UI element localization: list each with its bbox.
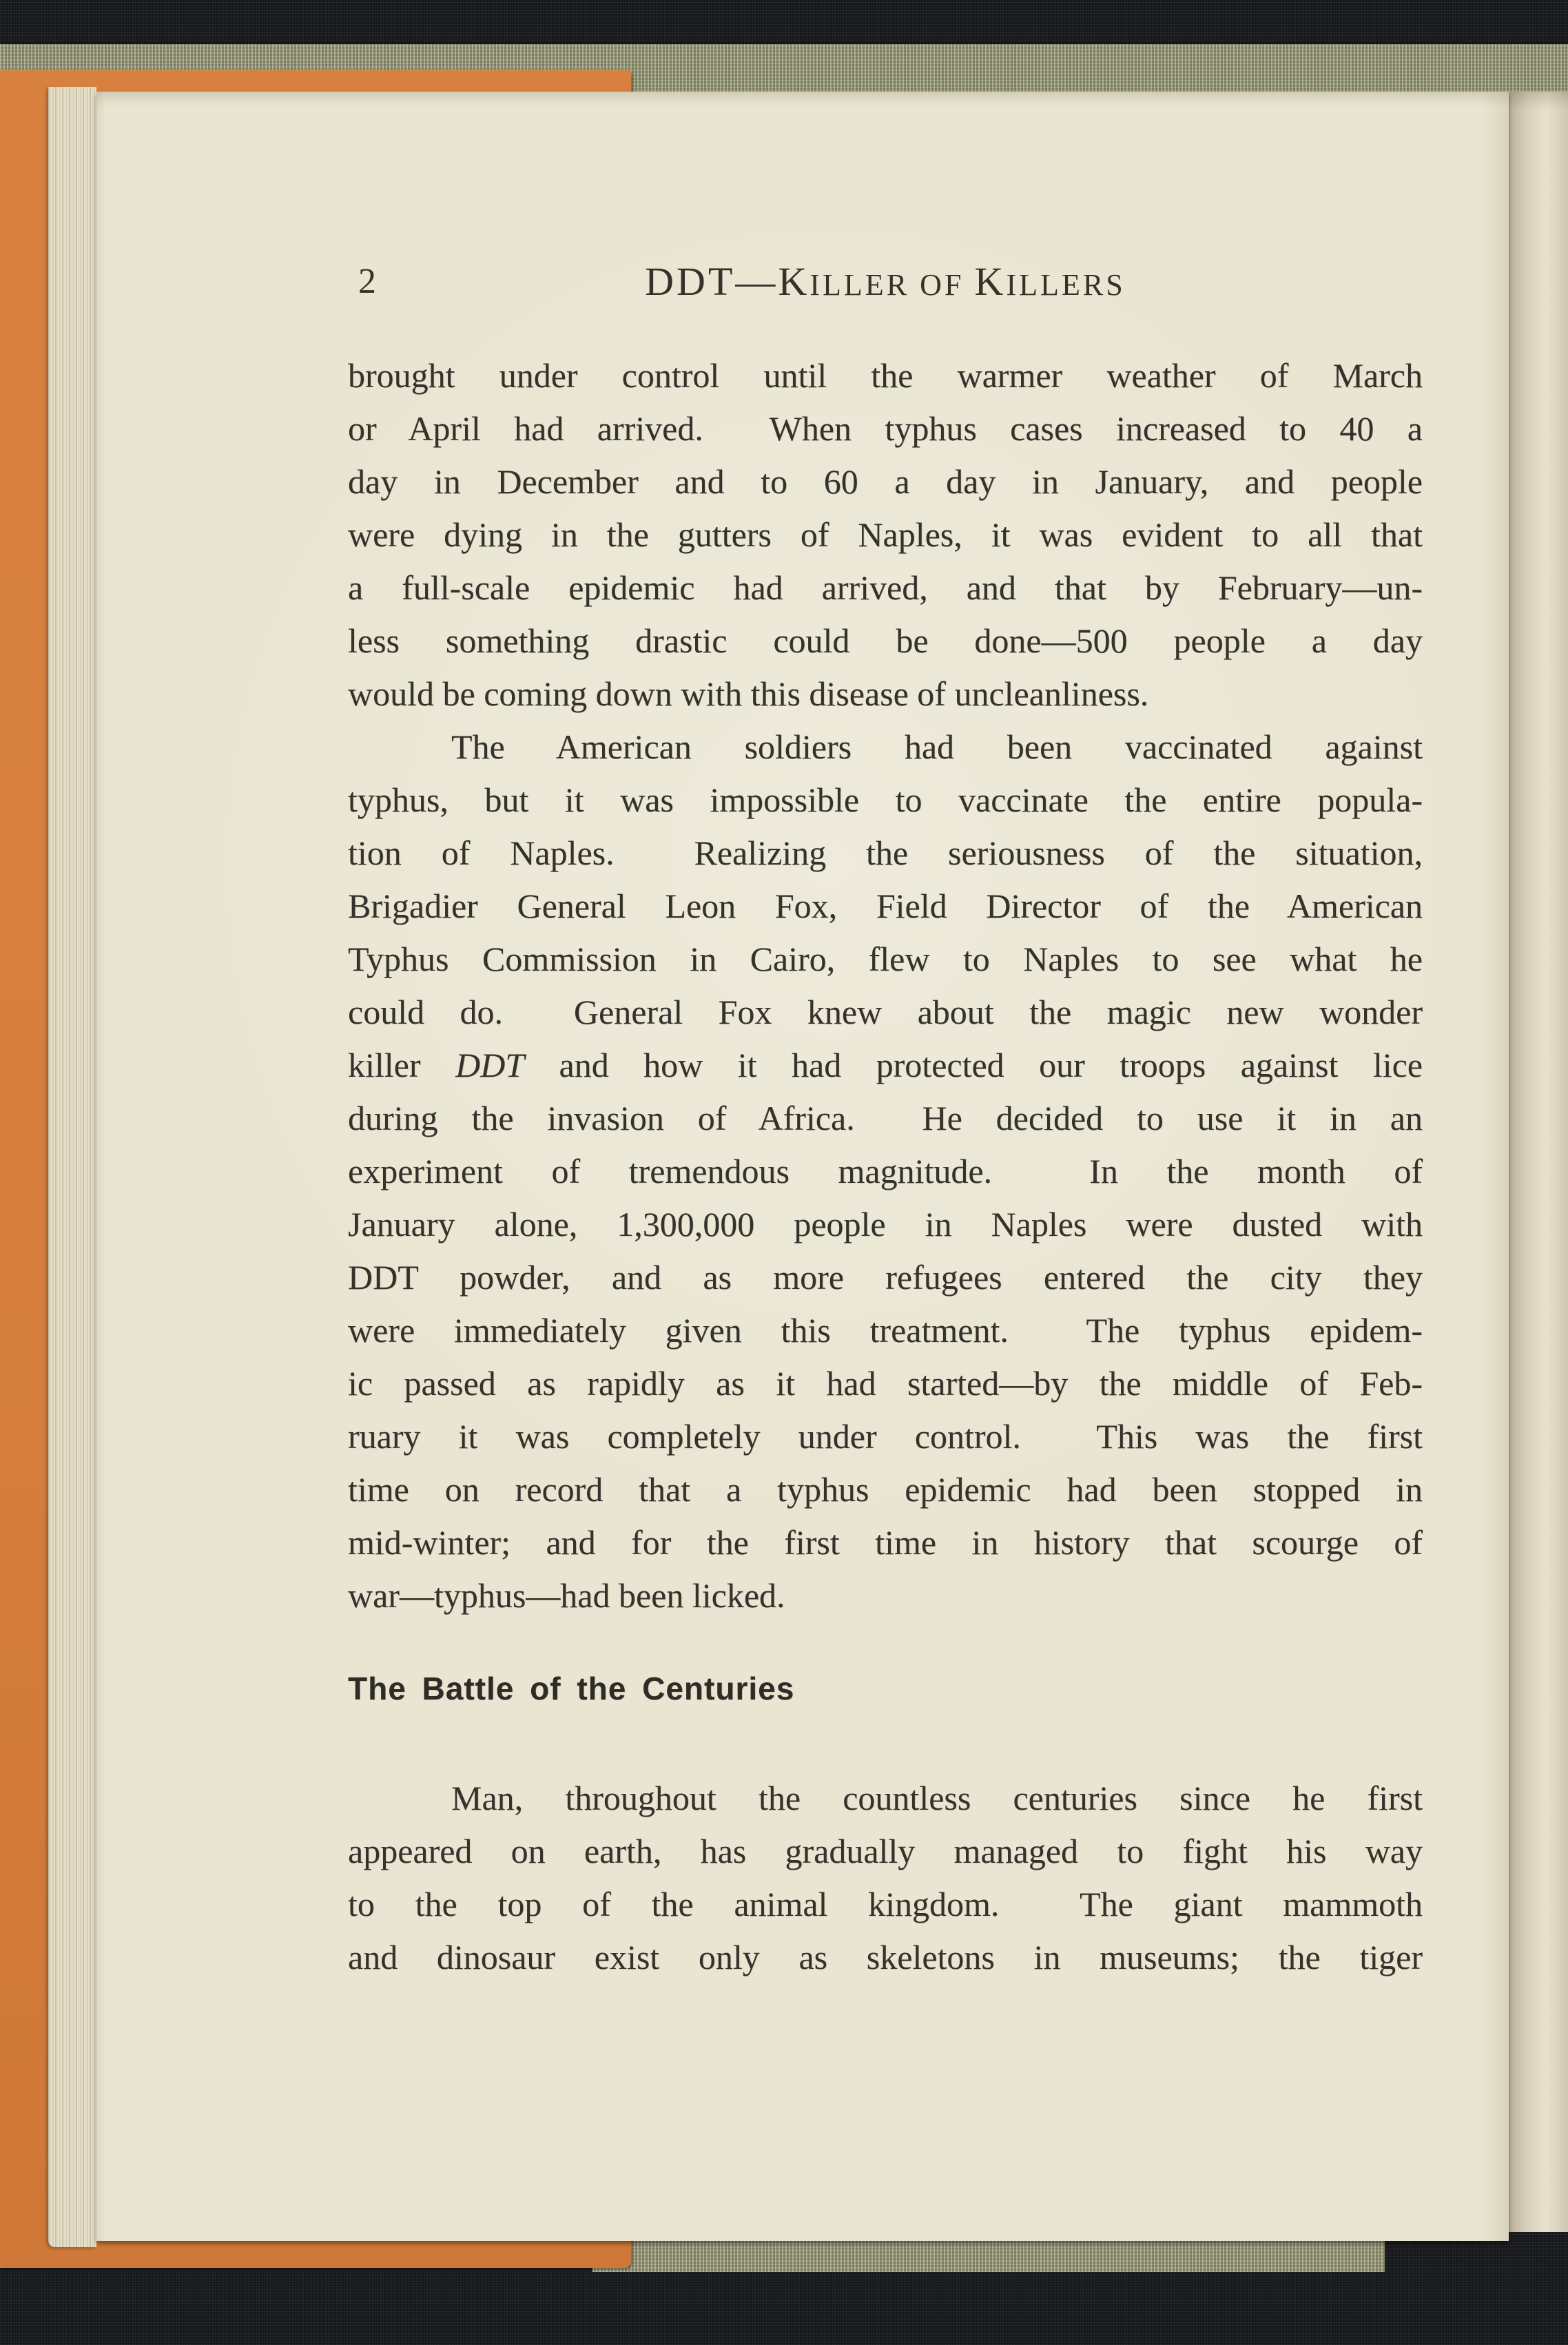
text-run: killer bbox=[348, 1046, 455, 1084]
page-edges-stack bbox=[48, 87, 96, 2247]
text-line: Typhus Commission in Cairo, flew to Naples to see what he bbox=[348, 940, 1423, 978]
text-line: during the invasion of Africa. He decided to use it in an bbox=[348, 1099, 1423, 1137]
text-line: tion of Naples. Realizing the seriousness of the situation, bbox=[348, 834, 1423, 872]
text-line bbox=[348, 1039, 1423, 1092]
text-line: to the top of the animal kingdom. The giant mammoth bbox=[348, 1885, 1423, 1923]
text-run: and how it had protected our troops against lice bbox=[524, 1046, 1423, 1084]
page-number: 2 bbox=[358, 262, 376, 301]
text-line: were dying in the gutters of Naples, it was evident to all that bbox=[348, 515, 1423, 554]
text-line: ruary it was completely under control. This was the first bbox=[348, 1417, 1423, 1456]
running-title-caps: K bbox=[974, 259, 1007, 304]
text-block bbox=[348, 349, 1423, 1984]
text-line: a full-scale epidemic had arrived, and that by February—un- bbox=[348, 568, 1423, 607]
running-title-smallcaps: ILLERS bbox=[1006, 268, 1126, 302]
text-line: war—typhus—had been licked. bbox=[348, 1576, 785, 1615]
text-line: day in December and to 60 a day in January, and people bbox=[348, 462, 1423, 501]
text-line: The American soldiers had been vaccinated against bbox=[451, 727, 1423, 766]
cover-cloth-bottom-edge bbox=[592, 2239, 1385, 2272]
italic-text: DDT bbox=[455, 1046, 525, 1084]
text-line: would be coming down with this disease of uncleanliness. bbox=[348, 674, 1149, 713]
text-line: DDT powder, and as more refugees entered the city they bbox=[348, 1258, 1423, 1297]
paragraph bbox=[348, 721, 1423, 1622]
book-page bbox=[96, 92, 1509, 2241]
text-line: ic passed as rapidly as it had started—by the middle of Feb- bbox=[348, 1364, 1423, 1403]
running-title-caps: DDT—K bbox=[645, 259, 810, 304]
text-line: less something drastic could be done—500 people a day bbox=[348, 621, 1423, 660]
running-header bbox=[348, 261, 1423, 302]
running-title-smallcaps bbox=[964, 268, 975, 302]
text-line: appeared on earth, has gradually managed to fight his way bbox=[348, 1832, 1423, 1870]
running-title bbox=[348, 261, 1423, 306]
text-line: time on record that a typhus epidemic had been stopped in bbox=[348, 1470, 1423, 1509]
text-line: January alone, 1,300,000 people in Naples were dusted with bbox=[348, 1205, 1423, 1243]
text-line: or April had arrived. When typhus cases increased to 40 a bbox=[348, 409, 1423, 448]
text-line: and dinosaur exist only as skeletons in museums; the tiger bbox=[348, 1938, 1423, 1976]
text-line: typhus, but it was impossible to vaccinate the entire popula- bbox=[348, 781, 1423, 819]
text-line: mid-winter; and for the first time in history that scourge of bbox=[348, 1523, 1423, 1562]
running-title-smallcaps bbox=[909, 268, 920, 302]
text-line: experiment of tremendous magnitude. In the month of bbox=[348, 1152, 1423, 1190]
paragraph bbox=[348, 349, 1423, 721]
adjacent-page-edge bbox=[1509, 92, 1568, 2232]
running-title-smallcaps: ILLER bbox=[809, 268, 910, 302]
text-line: were immediately given this treatment. The typhus epidem- bbox=[348, 1311, 1423, 1350]
paragraph bbox=[348, 1772, 1423, 1984]
running-title-smallcaps: OF bbox=[920, 268, 964, 302]
text-line: Brigadier General Leon Fox, Field Director of the American bbox=[348, 887, 1423, 925]
section-heading: The Battle of the Centuries bbox=[348, 1671, 795, 1706]
text-line: Man, throughout the countless centuries since he first bbox=[451, 1779, 1423, 1817]
text-line: brought under control until the warmer weather of March bbox=[348, 356, 1423, 395]
text-line: could do. General Fox knew about the magic new wonder bbox=[348, 993, 1423, 1031]
